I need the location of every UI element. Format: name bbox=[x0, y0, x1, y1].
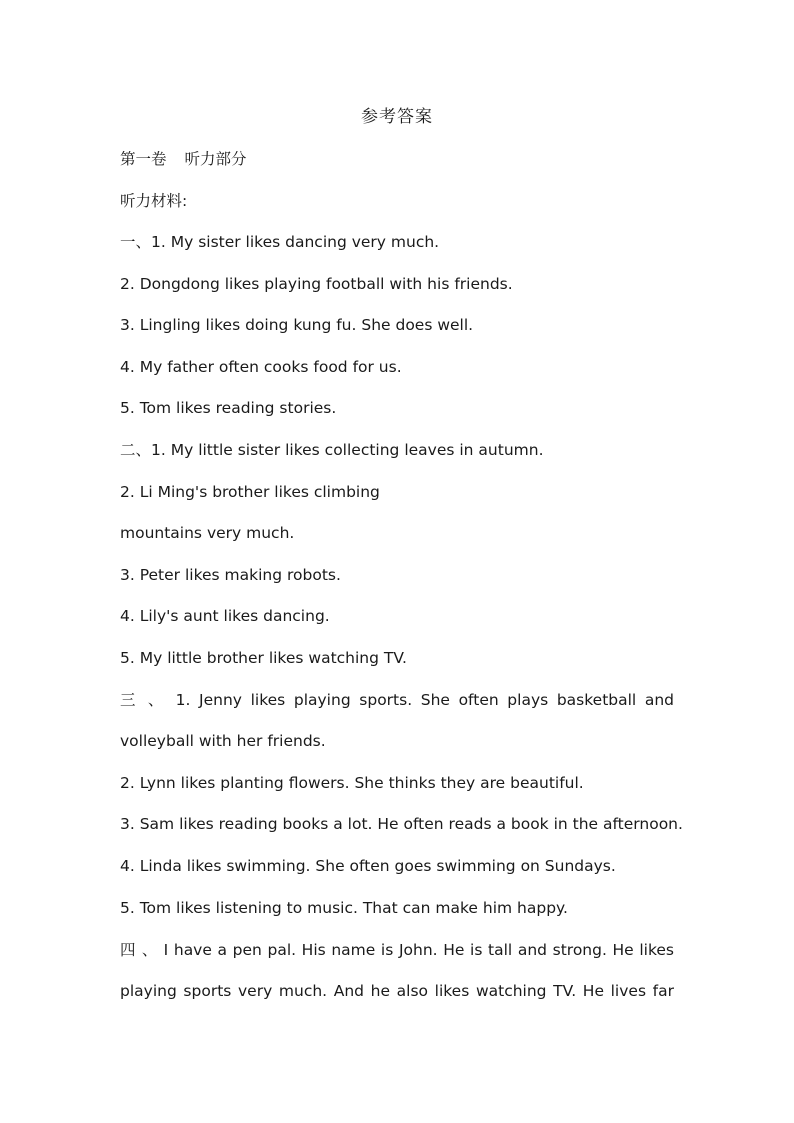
text-line: 5. Tom likes listening to music. That can make him happy. bbox=[120, 899, 568, 917]
text-line: mountains very much. bbox=[120, 524, 295, 542]
text-line: 三 、 1. Jenny likes playing sports. She often plays basketball and bbox=[120, 691, 674, 709]
text-line: 3. Peter likes making robots. bbox=[120, 566, 341, 584]
document-title: 参考答案 bbox=[361, 107, 433, 127]
text-line: 4. Lily's aunt likes dancing. bbox=[120, 607, 330, 625]
text-line: 四 、 I have a pen pal. His name is John. He is tall and strong. He likes bbox=[120, 941, 674, 959]
text-line: 4. My father often cooks food for us. bbox=[120, 358, 402, 376]
text-line: 5. My little brother likes watching TV. bbox=[120, 649, 407, 667]
heading-part: 第一卷 bbox=[120, 150, 167, 168]
text-line: volleyball with her friends. bbox=[120, 732, 326, 750]
text-line: 2. Li Ming's brother likes climbing bbox=[120, 483, 380, 501]
text-line: 3. Lingling likes doing kung fu. She does well. bbox=[120, 316, 474, 334]
section-heading bbox=[120, 148, 674, 170]
materials-label: 听力材料: bbox=[120, 192, 188, 210]
text-line: playing sports very much. And he also likes watching TV. He lives far bbox=[120, 982, 674, 1000]
text-line: 5. Tom likes reading stories. bbox=[120, 399, 337, 417]
heading-section: 听力部分 bbox=[184, 150, 247, 168]
text-line: 一、1. My sister likes dancing very much. bbox=[120, 233, 440, 251]
text-line: 2. Dongdong likes playing football with his friends. bbox=[120, 275, 513, 293]
text-line: 2. Lynn likes planting flowers. She thinks they are beautiful. bbox=[120, 774, 584, 792]
text-line: 4. Linda likes swimming. She often goes swimming on Sundays. bbox=[120, 857, 616, 875]
text-line: 二、1. My little sister likes collecting leaves in autumn. bbox=[120, 441, 544, 459]
text-line: 3. Sam likes reading books a lot. He often reads a book in the afternoon. bbox=[120, 815, 683, 833]
